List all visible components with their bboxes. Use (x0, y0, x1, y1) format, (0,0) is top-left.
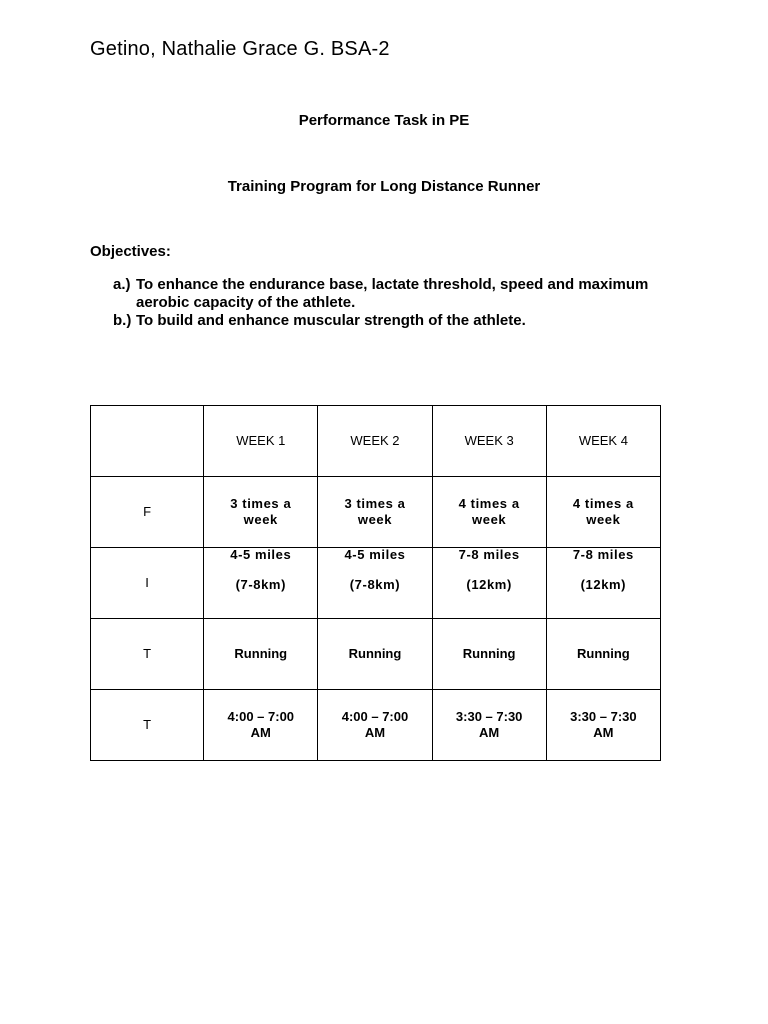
table-cell (432, 548, 546, 619)
header-week-2: WEEK 2 (318, 406, 432, 477)
cell-line: week (357, 512, 393, 527)
row-label: I (91, 548, 204, 619)
table-cell (204, 690, 318, 761)
cell-line: (12km) (466, 577, 512, 592)
header-week-3: WEEK 3 (432, 406, 546, 477)
cell-line: (7-8km) (349, 577, 401, 592)
document-subtitle: Training Program for Long Distance Runner (227, 178, 541, 195)
table-row (91, 690, 661, 761)
cell-line: 4 times a (572, 496, 634, 511)
objective-text: To enhance the endurance base, lactate threshold, speed and maximum aerobic capacity of the athlete. (136, 276, 649, 311)
table-row (91, 548, 661, 619)
cell-line: 7-8 miles (458, 547, 520, 562)
table-row (91, 619, 661, 690)
objective-item (113, 312, 673, 330)
header-week-1: WEEK 1 (204, 406, 318, 477)
table-cell (432, 619, 546, 690)
table-cell (318, 548, 432, 619)
table-cell (204, 548, 318, 619)
document-title: Performance Task in PE (298, 112, 470, 129)
cell-line: (12km) (580, 577, 627, 592)
objectives-list (113, 276, 673, 330)
table-cell (318, 619, 432, 690)
author-line: Getino, Nathalie Grace G. BSA-2 (90, 38, 390, 60)
cell-line: (7-8km) (235, 577, 286, 592)
cell-line: 4 times a (458, 496, 520, 511)
cell-line: 3 times a (230, 496, 292, 511)
cell-line: week (586, 512, 621, 527)
objective-marker: b.) (113, 312, 132, 329)
row-label: T (91, 619, 204, 690)
cell-line: AM (250, 725, 271, 740)
cell-line: 4:00 – 7:00 (341, 709, 409, 724)
training-table (90, 405, 661, 761)
cell-line: week (472, 512, 507, 527)
cell-line: 3:30 – 7:30 (570, 709, 637, 724)
table-cell (546, 690, 660, 761)
table-cell (432, 690, 546, 761)
cell-line: 7-8 miles (572, 547, 634, 562)
cell-line: Running (234, 646, 288, 661)
cell-line: Running (462, 646, 516, 661)
table-cell (318, 690, 432, 761)
table-cell (546, 548, 660, 619)
table-cell (204, 477, 318, 548)
cell-line: 3:30 – 7:30 (455, 709, 523, 724)
row-label: F (91, 477, 204, 548)
objective-item (113, 276, 673, 312)
cell-line: AM (364, 725, 386, 740)
cell-line: Running (348, 646, 402, 661)
cell-line: 3 times a (344, 496, 406, 511)
table-row (91, 477, 661, 548)
cell-line: Running (577, 646, 630, 661)
cell-line: 4-5 miles (344, 547, 406, 562)
table-cell (432, 477, 546, 548)
row-label: T (91, 690, 204, 761)
table-cell (318, 477, 432, 548)
table-cell (546, 477, 660, 548)
objectives-heading: Objectives: (90, 243, 171, 260)
table-cell (546, 619, 660, 690)
cell-line: 4-5 miles (230, 547, 292, 562)
table-header-row (91, 406, 661, 477)
table-cell (204, 619, 318, 690)
header-week-4: WEEK 4 (546, 406, 660, 477)
cell-line: 4:00 – 7:00 (227, 709, 295, 724)
cell-line: AM (593, 725, 614, 740)
objective-text: To build and enhance muscular strength of the athlete. (136, 312, 526, 329)
table-corner-cell (91, 406, 204, 477)
cell-line: week (243, 512, 278, 527)
cell-line: AM (479, 725, 500, 740)
objective-marker: a.) (113, 276, 131, 293)
